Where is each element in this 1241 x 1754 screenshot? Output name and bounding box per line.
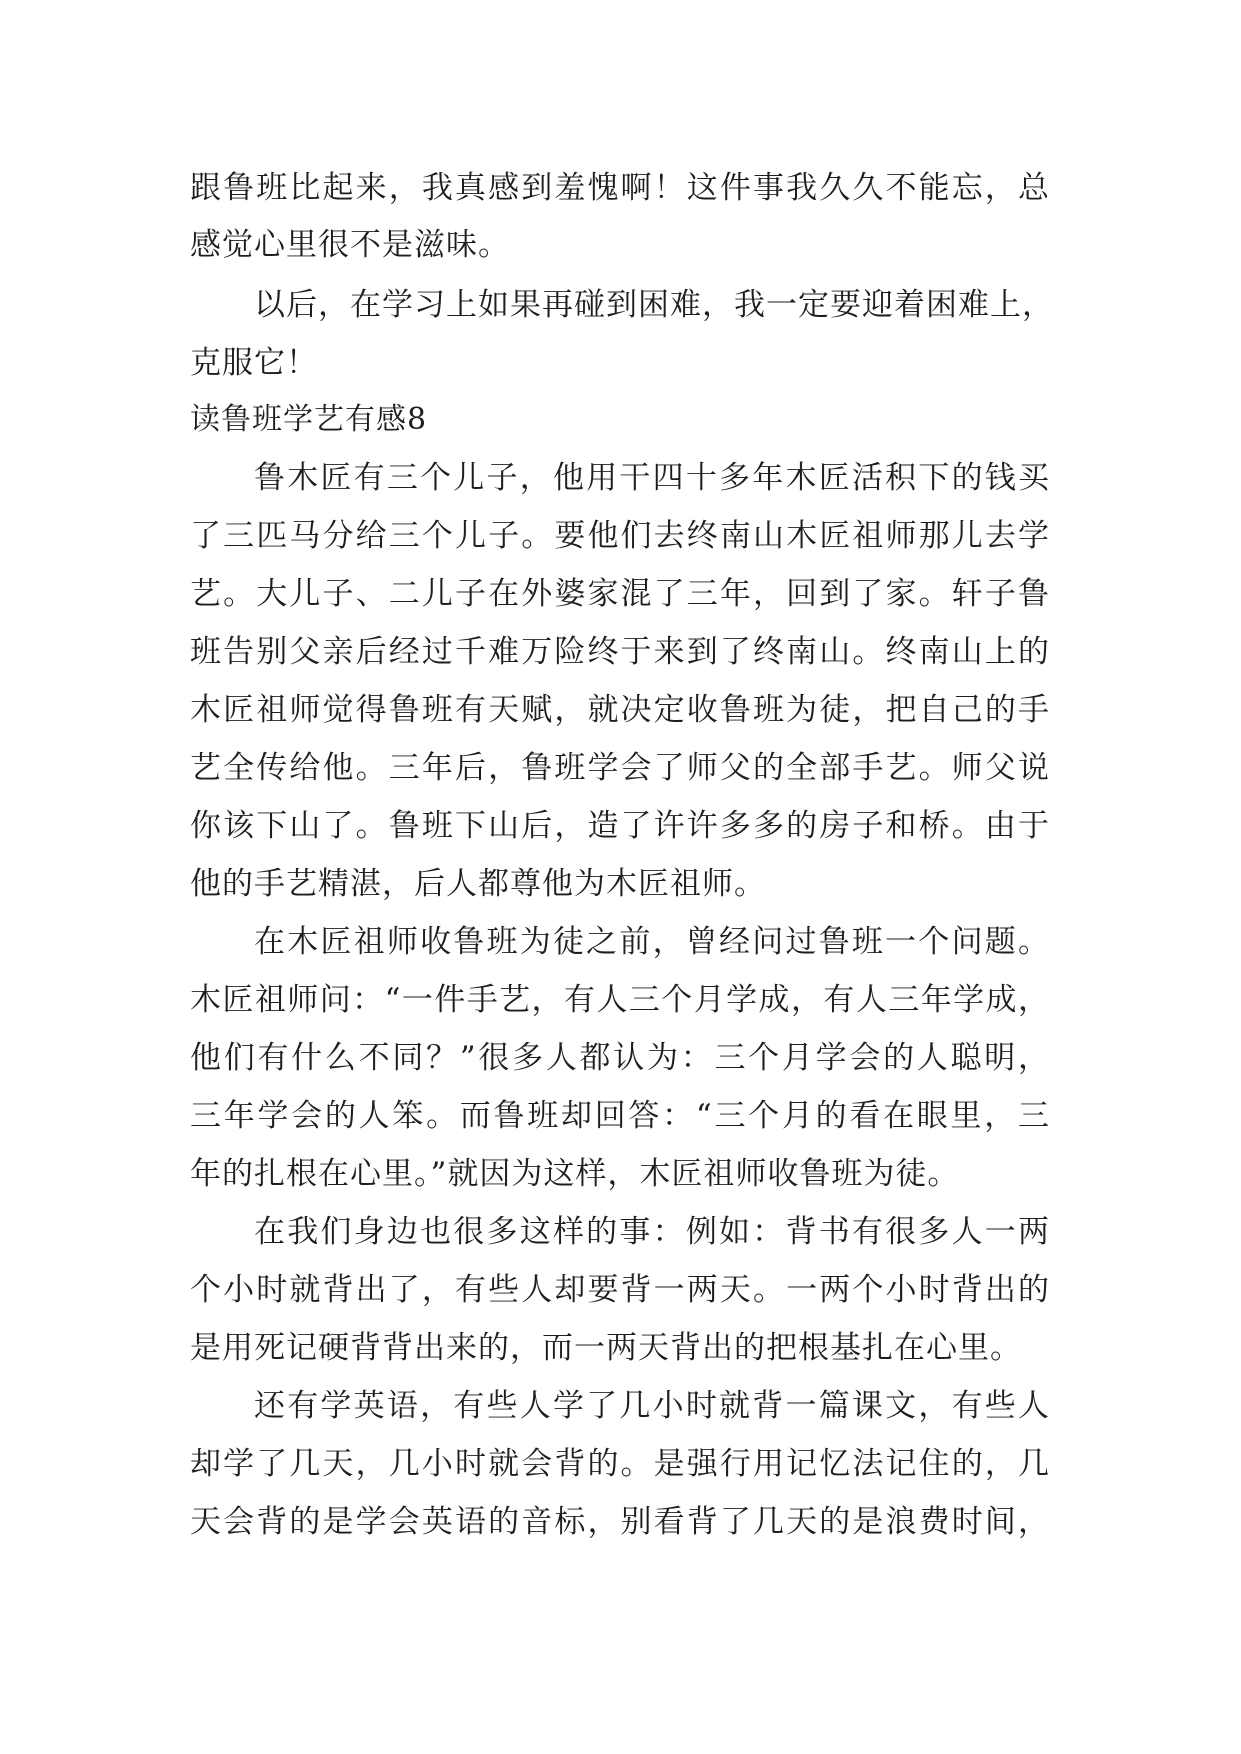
text-line: 在我们身边也很多这样的事：例如：背书有很多人一两 <box>254 1214 1050 1250</box>
text-line: 以后，在学习上如果再碰到困难，我一定要迎着困难上， <box>254 287 1054 323</box>
text-line: 却学了几天，几小时就会背的。是强行用记忆法记住的，几 <box>190 1446 1050 1482</box>
text-line: 木匠祖师问：“一件手艺，有人三个月学成，有人三年学成， <box>190 982 1050 1018</box>
text-line: 艺全传给他。三年后，鲁班学会了师父的全部手艺。师父说 <box>190 750 1050 786</box>
text-line: 鲁木匠有三个儿子，他用干四十多年木匠活积下的钱买 <box>254 460 1050 496</box>
text-line: 天会背的是学会英语的音标，别看背了几天的是浪费时间， <box>190 1504 1050 1540</box>
text-line: 了三匹马分给三个儿子。要他们去终南山木匠祖师那儿去学 <box>190 518 1050 554</box>
text-line: 木匠祖师觉得鲁班有天赋，就决定收鲁班为徒，把自己的手 <box>190 692 1050 728</box>
text-line: 还有学英语，有些人学了几小时就背一篇课文，有些人 <box>254 1388 1050 1424</box>
text-line: 艺。大儿子、二儿子在外婆家混了三年，回到了家。轩子鲁 <box>190 576 1050 612</box>
section-heading: 读鲁班学艺有感8 <box>190 402 428 437</box>
text-line: 感觉心里很不是滋味。 <box>190 227 510 263</box>
text-line: 是用死记硬背背出来的，而一两天背出的把根基扎在心里。 <box>190 1330 1022 1366</box>
text-line: 你该下山了。鲁班下山后，造了许许多多的房子和桥。由于 <box>190 808 1050 844</box>
text-line: 班告别父亲后经过千难万险终于来到了终南山。终南山上的 <box>190 634 1050 670</box>
text-line: 跟鲁班比起来，我真感到羞愧啊！这件事我久久不能忘，总 <box>190 170 1050 206</box>
text-line: 三年学会的人笨。而鲁班却回答：“三个月的看在眼里，三 <box>190 1098 1050 1134</box>
text-line: 年的扎根在心里。”就因为这样，木匠祖师收鲁班为徒。 <box>190 1156 960 1192</box>
text-line: 克服它！ <box>190 345 318 381</box>
text-line: 在木匠祖师收鲁班为徒之前，曾经问过鲁班一个问题。 <box>254 924 1050 960</box>
text-line: 个小时就背出了，有些人却要背一两天。一两个小时背出的 <box>190 1272 1050 1308</box>
text-line: 他的手艺精湛，后人都尊他为木匠祖师。 <box>190 866 766 902</box>
text-line: 他们有什么不同？”很多人都认为：三个月学会的人聪明， <box>190 1040 1050 1076</box>
